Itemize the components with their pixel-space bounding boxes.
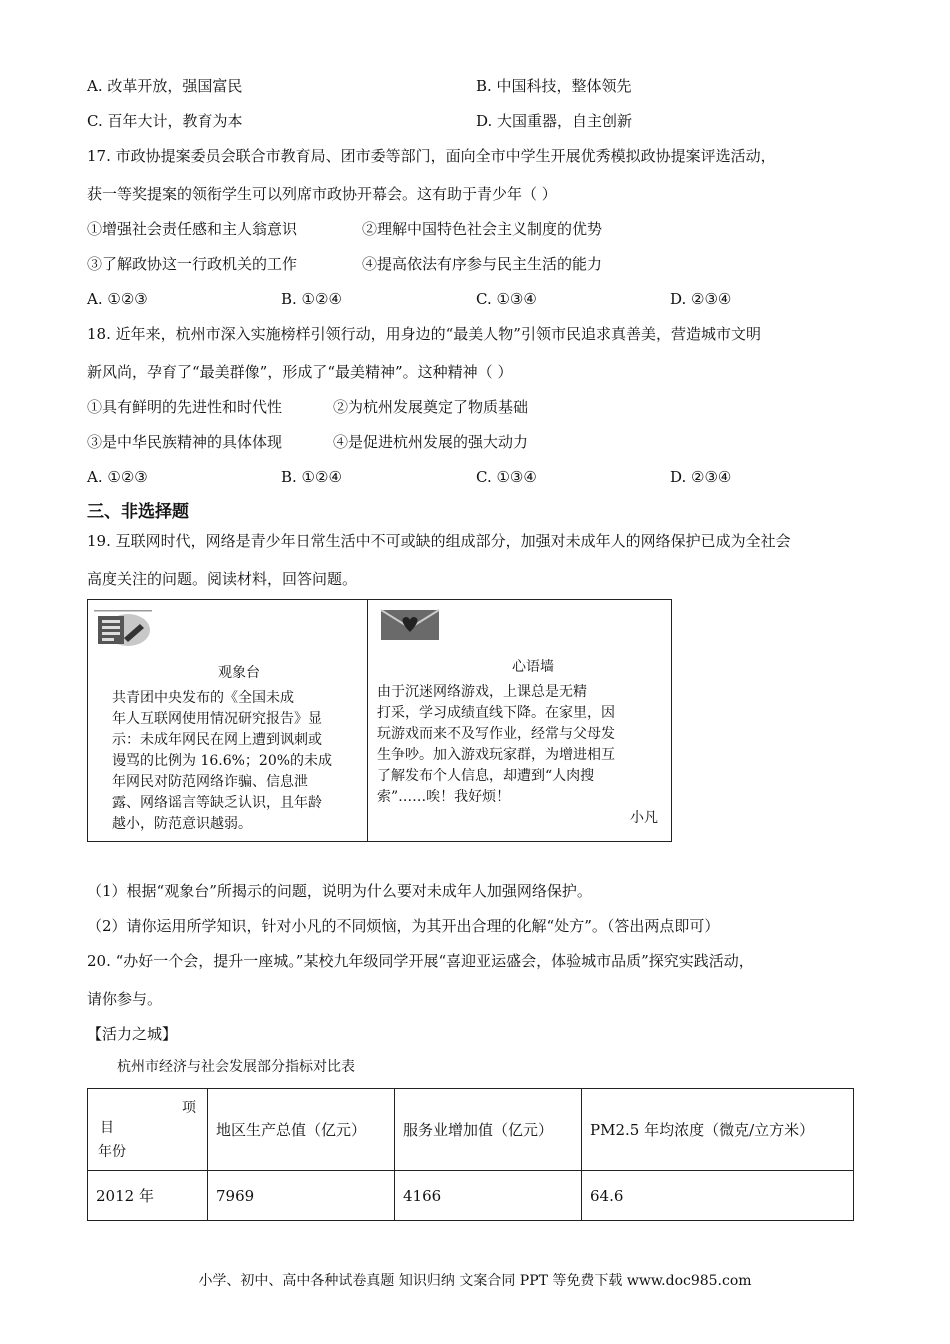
header-gdp: 地区生产总值（亿元） — [208, 1089, 395, 1171]
q16-option-d: D. 大国重器，自主创新 — [476, 112, 633, 130]
q17-item3: ③了解政协这一行政机关的工作 — [87, 255, 298, 273]
q18-item4: ④是促进杭州发展的强大动力 — [333, 433, 529, 451]
right-line-2: 打采，学习成绩直线下降。在家里，因 — [377, 705, 615, 721]
q16-option-c: C. 百年大计，教育为本 — [87, 112, 243, 130]
left-panel-body — [112, 688, 332, 835]
right-line-6: 索”……唉！我好烦！ — [377, 789, 511, 805]
q17-item2: ②理解中国特色社会主义制度的优势 — [362, 220, 603, 238]
header-corner-cell — [88, 1089, 208, 1171]
q19-sub1: （1）根据“观象台”所揭示的问题，说明为什么要对未成年人加强网络保护。 — [87, 882, 592, 900]
q17-option-d: D. ②③④ — [670, 290, 732, 308]
table-row — [88, 1171, 854, 1221]
cell-year: 2012 年 — [88, 1171, 208, 1221]
panel-divider — [367, 600, 368, 841]
section-title: 三、非选择题 — [87, 502, 189, 522]
q18-stem-line1: 18. 近年来，杭州市深入实施榜样引领行动，用身边的“最美人物”引领市民追求真善美，营造城市文明 — [87, 325, 761, 343]
q18-option-c: C. ①③④ — [476, 468, 537, 486]
q18-item2: ②为杭州发展奠定了物质基础 — [333, 398, 529, 416]
q17-stem-line2: 获一等奖提案的领衔学生可以列席市政协开幕会。这有助于青少年（ ） — [87, 185, 557, 203]
header-corner-bottom: 年份 — [98, 1144, 126, 1160]
q20-section-label: 【活力之城】 — [87, 1025, 178, 1043]
indicator-table — [87, 1088, 854, 1221]
header-pm25: PM2.5 年均浓度（微克/立方米） — [582, 1089, 854, 1171]
q18-item3: ③是中华民族精神的具体体现 — [87, 433, 283, 451]
q19-sub2: （2）请你运用所学知识，针对小凡的不同烦恼，为其开出合理的化解“处方”。（答出两点即可） — [87, 917, 720, 935]
right-line-1: 由于沉迷网络游戏，上课总是无精 — [377, 684, 587, 700]
q17-option-c: C. ①③④ — [476, 290, 537, 308]
right-panel-body — [377, 682, 615, 808]
header-corner-top: 项 — [182, 1100, 196, 1116]
q17-item4: ④提高依法有序参与民主生活的能力 — [362, 255, 603, 273]
cell-pm25: 64.6 — [582, 1171, 854, 1221]
table-header-row — [88, 1089, 854, 1171]
q20-stem-line2: 请你参与。 — [87, 990, 163, 1008]
q19-stem-line2: 高度关注的问题。阅读材料，回答问题。 — [87, 570, 358, 588]
right-line-5: 了解发布个人信息，却遭到“人肉搜 — [377, 768, 595, 784]
cell-service: 4166 — [395, 1171, 582, 1221]
q18-option-d: D. ②③④ — [670, 468, 732, 486]
q18-option-b: B. ①②④ — [281, 468, 342, 486]
q16-option-b: B. 中国科技，整体领先 — [476, 77, 632, 95]
q18-stem-line2: 新风尚，孕育了“最美群像”，形成了“最美精神”。这种精神（ ） — [87, 363, 513, 381]
cell-gdp: 7969 — [208, 1171, 395, 1221]
header-service: 服务业增加值（亿元） — [395, 1089, 582, 1171]
q17-option-a: A. ①②③ — [87, 290, 148, 308]
page-footer: 小学、初中、高中各种试卷真题 知识归纳 文案合同 PPT 等免费下载 www.doc985.com — [198, 1273, 752, 1289]
right-line-4: 生争吵。加入游戏玩家群，为增进相互 — [377, 747, 615, 763]
left-line-1: 共青团中央发布的《全国未成 — [112, 690, 294, 706]
right-panel-title: 心语墙 — [512, 659, 554, 675]
material-panel — [87, 599, 672, 842]
envelope-icon — [380, 608, 442, 646]
q18-option-a: A. ①②③ — [87, 468, 148, 486]
report-icon — [94, 608, 152, 652]
q17-option-b: B. ①②④ — [281, 290, 342, 308]
q20-table-caption: 杭州市经济与社会发展部分指标对比表 — [117, 1059, 355, 1075]
right-panel-signature: 小凡 — [630, 810, 658, 826]
left-line-3: 示：未成年网民在网上遭到讽刺或 — [112, 732, 322, 748]
q19-stem-line1: 19. 互联网时代，网络是青少年日常生活中不可或缺的组成部分，加强对未成年人的网络保护已成为全社会 — [87, 532, 791, 550]
left-panel-title: 观象台 — [218, 665, 260, 681]
header-corner-mid: 目 — [100, 1120, 114, 1136]
q17-stem-line1: 17. 市政协提案委员会联合市教育局、团市委等部门，面向全市中学生开展优秀模拟政协提案评选活动， — [87, 147, 776, 165]
q17-item1: ①增强社会责任感和主人翁意识 — [87, 220, 298, 238]
left-line-4: 谩骂的比例为 16.6%；20%的未成 — [112, 753, 333, 769]
left-line-7: 越小，防范意识越弱。 — [112, 816, 252, 832]
left-line-6: 露、网络谣言等缺乏认识，且年龄 — [112, 795, 322, 811]
right-line-3: 玩游戏而来不及写作业，经常与父母发 — [377, 726, 615, 742]
left-line-2: 年人互联网使用情况研究报告》显 — [112, 711, 322, 727]
left-line-5: 年网民对防范网络诈骗、信息泄 — [112, 774, 308, 790]
q20-stem-line1: 20. “办好一个会，提升一座城。”某校九年级同学开展“喜迎亚运盛会，体验城市品质”探究实践活动， — [87, 952, 754, 970]
q18-item1: ①具有鲜明的先进性和时代性 — [87, 398, 283, 416]
q16-option-a: A. 改革开放，强国富民 — [87, 77, 243, 95]
